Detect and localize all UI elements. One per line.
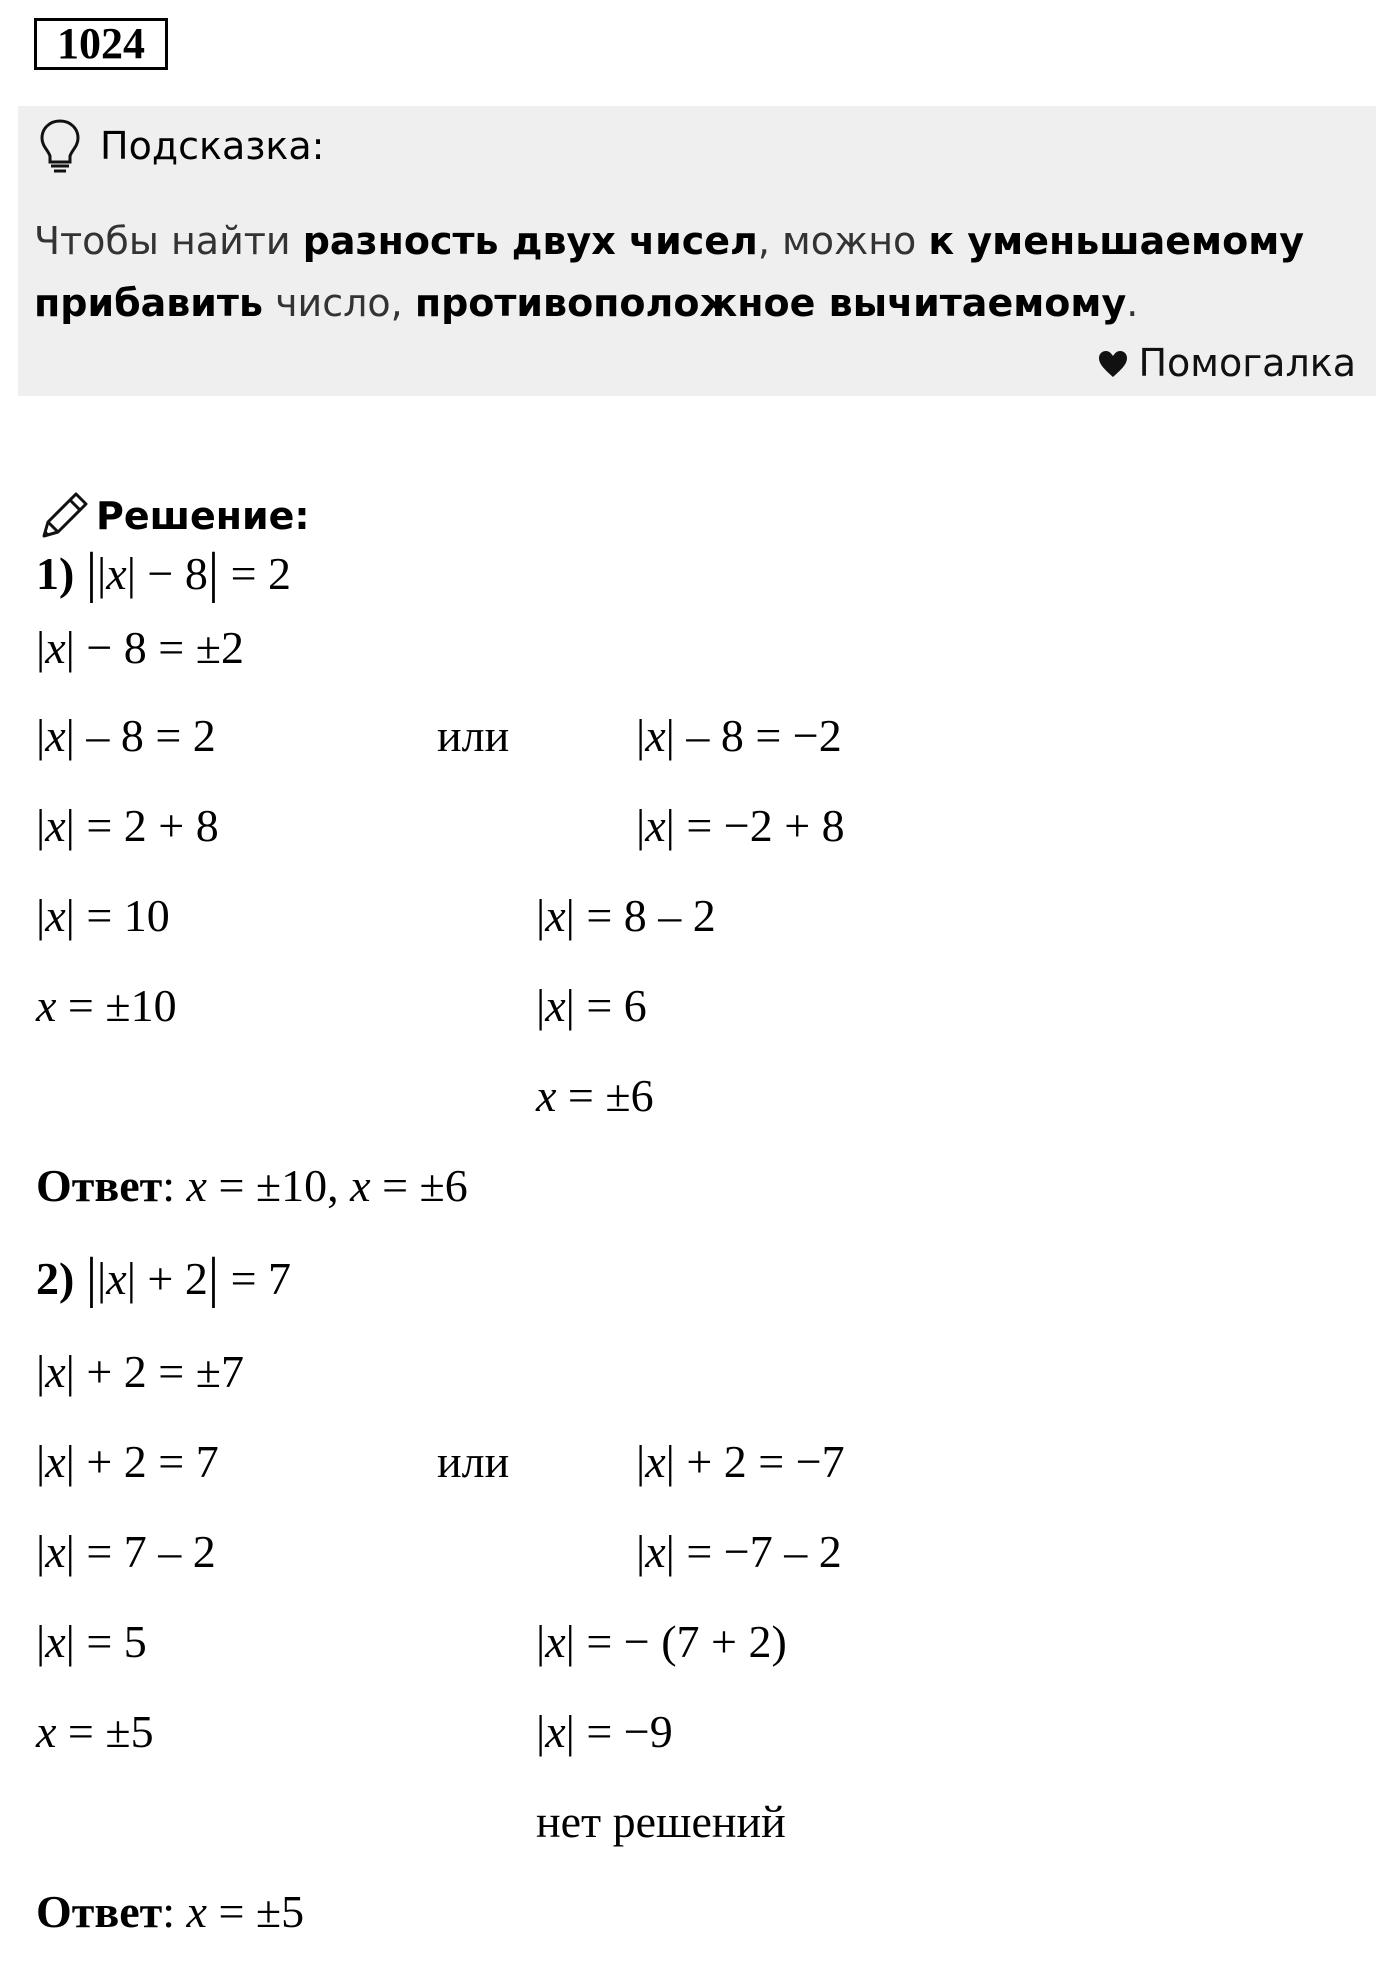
solution-line: |x| – 8 = −2 <box>636 710 842 761</box>
solution-line: или <box>437 710 510 761</box>
solution-line: |x| + 2 = 7 <box>36 1436 219 1487</box>
hint-text-segment: , можно <box>757 219 929 263</box>
solution-line: нет решений <box>536 1796 786 1847</box>
solution-line: Ответ: x = ±10, x = ±6 <box>36 1160 468 1211</box>
solution-line: |x| − 8 = ±2 <box>36 622 244 673</box>
hint-source-label: Помогалка <box>1138 341 1356 385</box>
hint-text-segment: . <box>1126 281 1139 325</box>
solution-line: |x| = − (7 + 2) <box>536 1616 787 1667</box>
hint-source <box>1098 340 1356 386</box>
hint-text-segment: Чтобы найти <box>34 219 303 263</box>
solution-line: x = ±5 <box>36 1706 154 1757</box>
solution-title: Решение: <box>96 494 310 538</box>
solution-line: |x| + 2 = −7 <box>636 1436 845 1487</box>
solution-line: |x| = −7 – 2 <box>636 1526 842 1577</box>
solution-line: |x| = 7 – 2 <box>36 1526 216 1577</box>
solution-line: 2) ||x| + 2| = 7 <box>36 1247 292 1309</box>
solution-line: или <box>437 1436 510 1487</box>
hint-text-segment: разность двух чисел <box>302 219 758 263</box>
hint-text <box>34 210 1354 334</box>
solution-line: |x| = −2 + 8 <box>636 800 845 851</box>
task-number: 1024 <box>34 18 168 70</box>
lightbulb-icon <box>38 118 82 174</box>
solution-line: |x| = 5 <box>36 1616 147 1667</box>
solution-line: Ответ: x = ±5 <box>36 1886 305 1937</box>
hint-text-segment: число, <box>262 281 415 325</box>
hint-title: Подсказка: <box>100 124 325 168</box>
pencil-icon <box>36 488 92 544</box>
solution-line: |x| = 8 – 2 <box>536 890 716 941</box>
solution-line: x = ±10 <box>36 980 177 1031</box>
hint-text-segment: к уменьшаемому прибавить <box>34 219 1305 325</box>
heart-icon <box>1098 350 1128 378</box>
solution-line: 1) ||x| − 8| = 2 <box>36 542 292 604</box>
solution-line: |x| = 6 <box>536 980 647 1031</box>
hint-text-segment: противоположное вычитаемому <box>414 281 1127 325</box>
solution-line: |x| + 2 = ±7 <box>36 1346 244 1397</box>
solution-line: |x| = −9 <box>536 1706 673 1757</box>
solution-line: |x| – 8 = 2 <box>36 710 216 761</box>
solution-line: |x| = 2 + 8 <box>36 800 219 851</box>
solution-line: |x| = 10 <box>36 890 170 941</box>
solution-line: x = ±6 <box>536 1070 654 1121</box>
